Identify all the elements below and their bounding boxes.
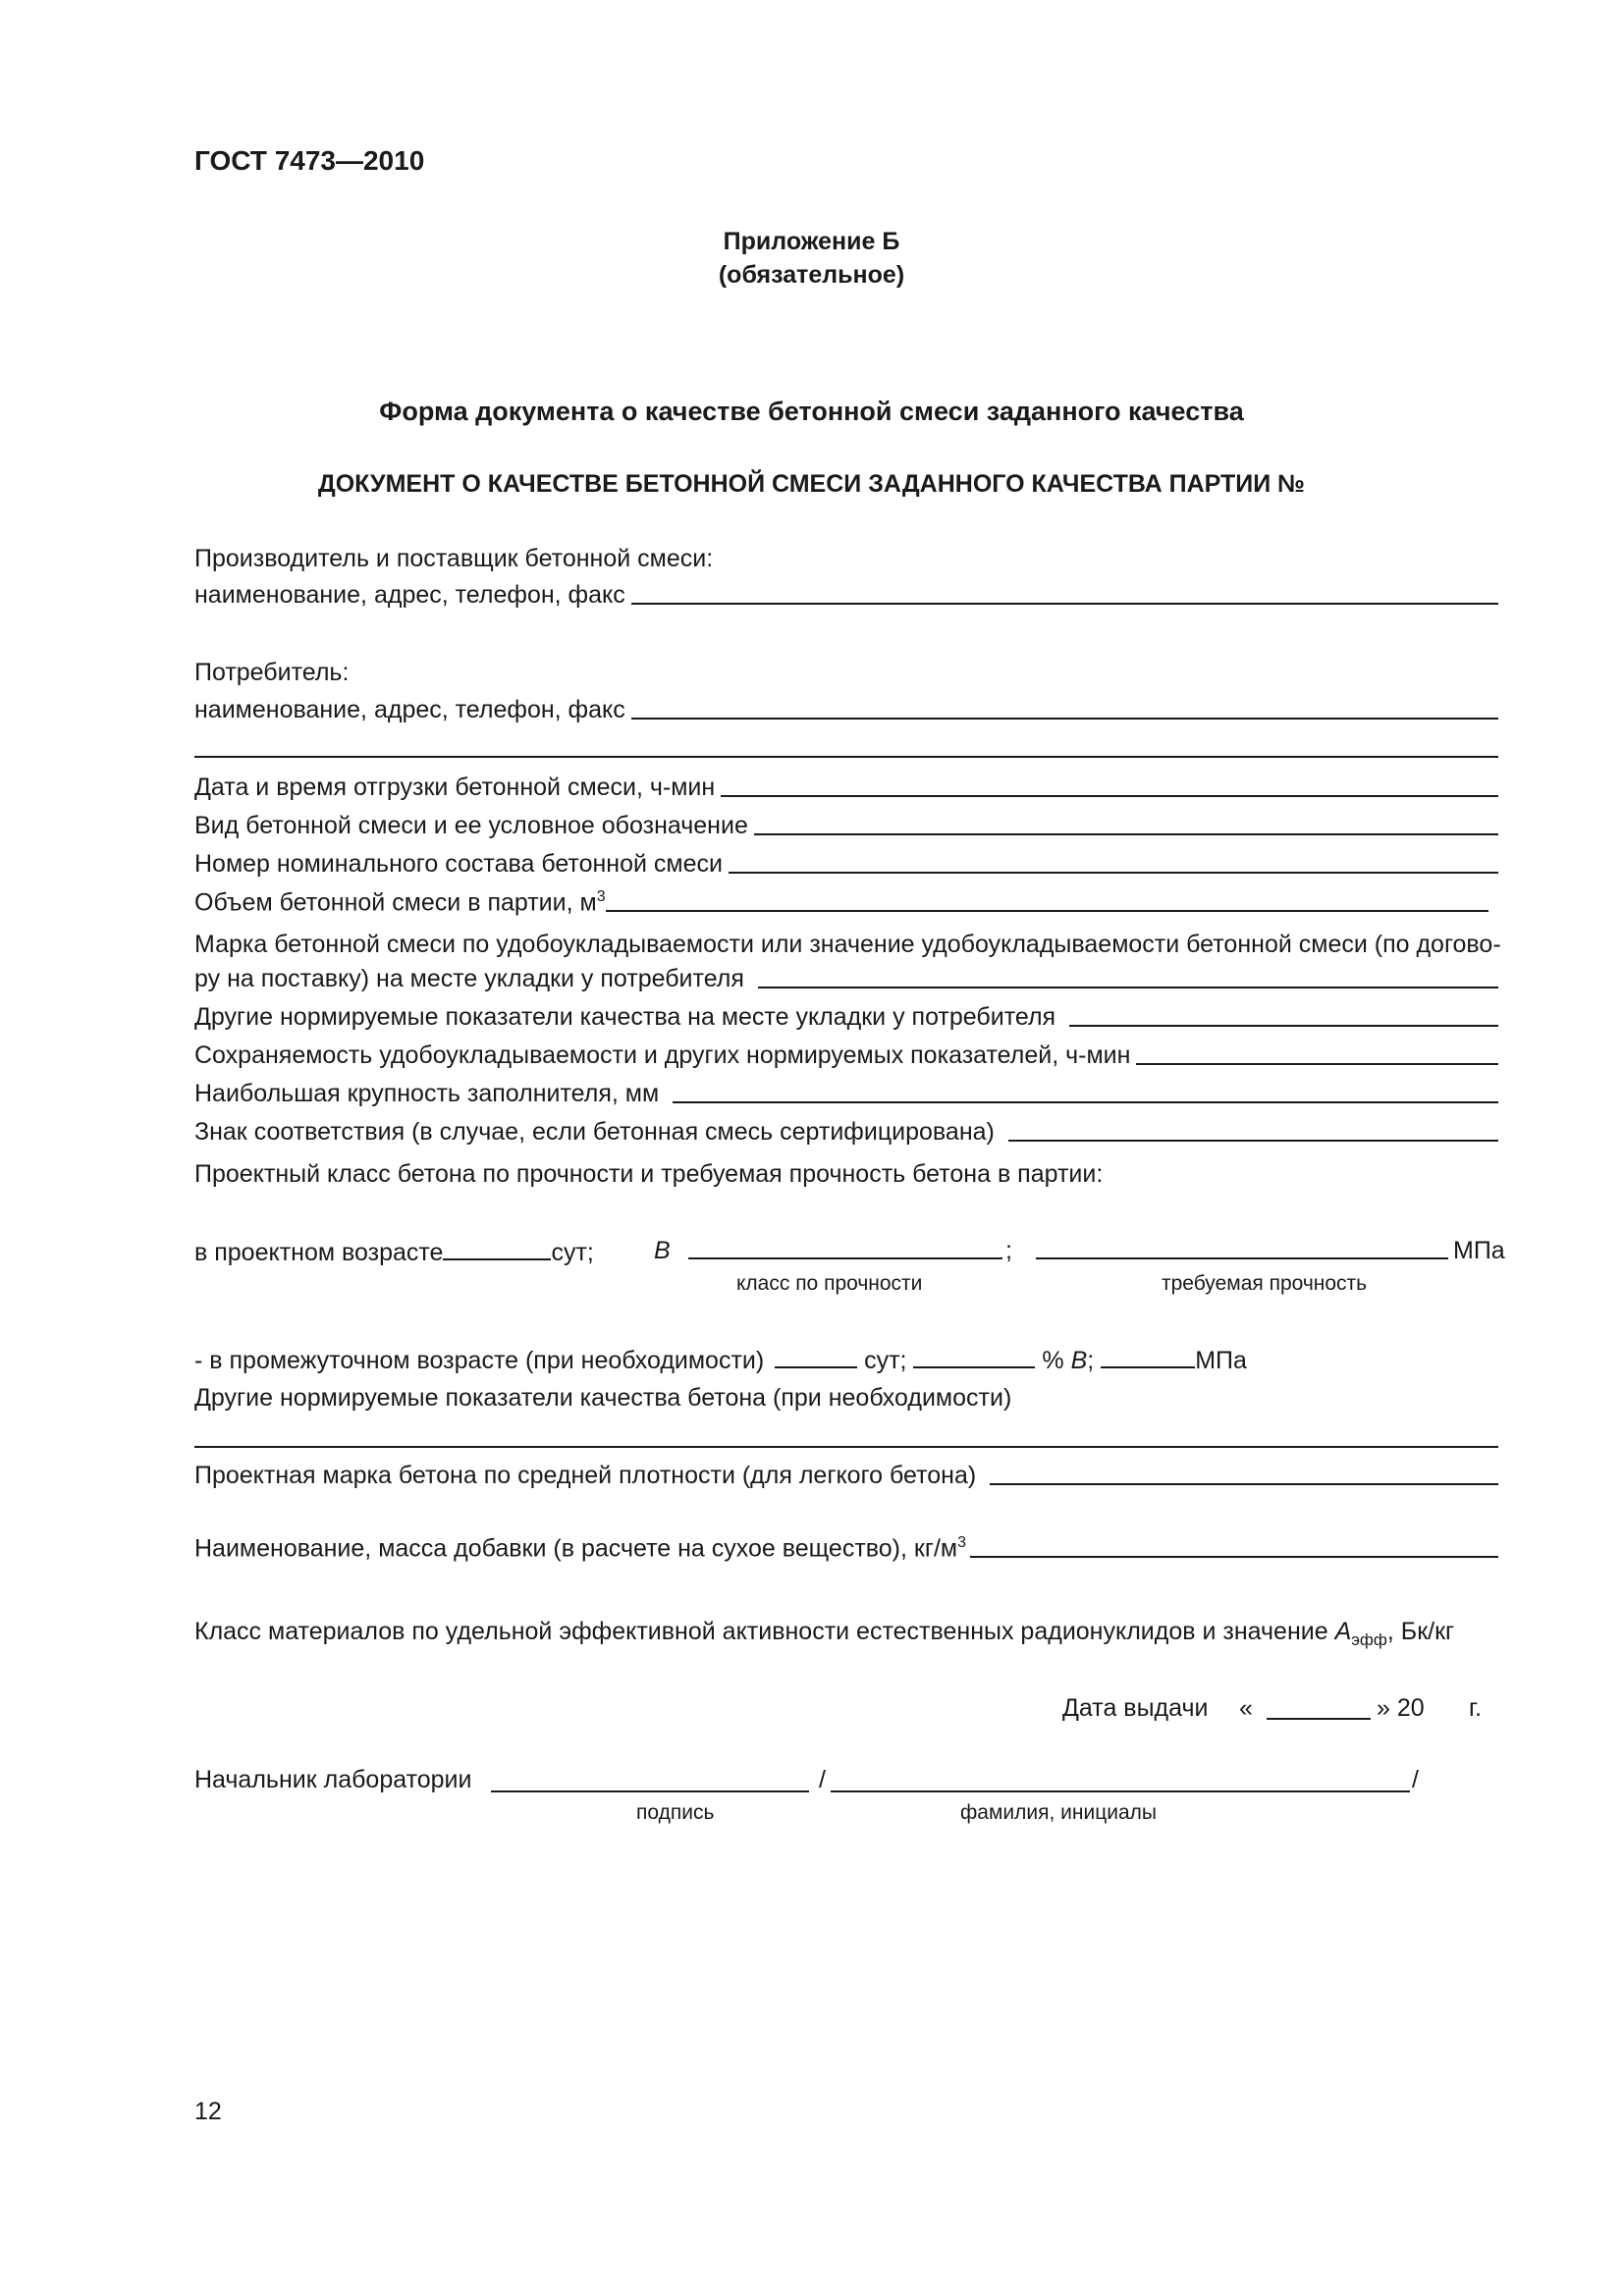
- design-age-label: в проектном возрасте: [194, 1239, 444, 1266]
- form-title: Форма документа о качестве бетонной смеси заданного качества: [379, 397, 1244, 426]
- other-indicators-input[interactable]: [1069, 1025, 1498, 1027]
- issue-date-close-quote: » 20: [1377, 1694, 1425, 1722]
- other-indicators-label: Другие нормируемые показатели качества на месте укладки у потребителя: [194, 1003, 1056, 1031]
- intermediate-percent-sign: %: [1042, 1347, 1064, 1374]
- additive-input[interactable]: [970, 1556, 1498, 1558]
- lab-head-slash-1: /: [819, 1766, 826, 1793]
- conformity-mark-input[interactable]: [1008, 1140, 1498, 1142]
- consumer-extra-input[interactable]: [194, 756, 1498, 758]
- consumer-details-label: наименование, адрес, телефон, факс: [194, 696, 625, 723]
- design-age-days-input[interactable]: [443, 1237, 551, 1260]
- issue-date-year-suffix: г.: [1469, 1694, 1483, 1722]
- design-class-input[interactable]: [688, 1257, 1002, 1259]
- consumer-input[interactable]: [631, 718, 1498, 720]
- composition-no-label: Номер номинального состава бетонной смеси: [194, 850, 723, 878]
- workability-label-1: Марка бетонной смеси по удобоукладываемости или значение удобоукладываемости бетонной смеси (по догово-: [194, 931, 1501, 958]
- doc-code: ГОСТ 7473—2010: [194, 145, 425, 176]
- producer-input[interactable]: [631, 603, 1498, 605]
- intermediate-unit: МПа: [1195, 1347, 1247, 1374]
- caption-required-strength: требуемая прочность: [1162, 1272, 1368, 1295]
- annex-status: (обязательное): [718, 261, 905, 289]
- workability-label-2: ру на поставку) на месте укладки у потребителя: [194, 965, 744, 992]
- design-age-row: [194, 1237, 594, 1267]
- mix-type-line: [194, 801, 1498, 840]
- retention-label: Сохраняемость удобоукладываемости и других нормируемых показателей, ч-мин: [194, 1041, 1131, 1069]
- intermediate-percent-input[interactable]: [913, 1345, 1035, 1368]
- retention-line: [194, 1031, 1498, 1070]
- other-concrete-label: Другие нормируемые показатели качества бетона (при необходимости): [194, 1384, 1012, 1412]
- issue-date-label: Дата выдачи: [1062, 1694, 1209, 1722]
- radionuclides-label: Класс материалов по удельной эффективной активности естественных радионуклидов и значение $A_{эфф}$, Бк/кг: [194, 1618, 1455, 1649]
- lab-head-name-input[interactable]: [831, 1790, 1410, 1792]
- intermediate-age-label: - в промежуточном возрасте (при необходимости): [194, 1347, 765, 1374]
- workability-input[interactable]: [758, 987, 1498, 988]
- intermediate-semicolon: ;: [1087, 1347, 1095, 1374]
- other-concrete-input[interactable]: [194, 1446, 1498, 1448]
- shipment-time-input[interactable]: [721, 795, 1498, 797]
- max-aggregate-label: Наибольшая крупность заполнителя, мм: [194, 1080, 660, 1107]
- caption-signature: подпись: [636, 1801, 715, 1824]
- consumer-heading: Потребитель:: [194, 659, 350, 686]
- design-class-symbol: B: [654, 1237, 671, 1264]
- other-indicators-line: [194, 992, 1498, 1032]
- additive-line: [194, 1523, 1498, 1563]
- issue-date-open-quote: «: [1239, 1694, 1253, 1722]
- design-unit: МПа: [1453, 1237, 1505, 1264]
- producer-heading: Производитель и поставщик бетонной смеси:: [194, 545, 714, 572]
- producer-line: [194, 570, 1498, 610]
- doc-title: ДОКУМЕНТ О КАЧЕСТВЕ БЕТОННОЙ СМЕСИ ЗАДАННОГО КАЧЕСТВА ПАРТИИ №: [317, 470, 1306, 498]
- design-age-days-unit: сут;: [551, 1239, 594, 1266]
- page-number: 12: [194, 2098, 222, 2125]
- density-grade-line: [194, 1451, 1498, 1490]
- composition-no-input[interactable]: [729, 872, 1498, 874]
- intermediate-class-symbol: B: [1070, 1347, 1088, 1374]
- intermediate-strength-input[interactable]: [1101, 1345, 1195, 1368]
- intermediate-age-row: [194, 1345, 1247, 1375]
- lab-head-signature-input[interactable]: [491, 1790, 809, 1792]
- volume-label: Объем бетонной смеси в партии, $м^3$: [194, 887, 606, 916]
- lab-head-label: Начальник лаборатории: [194, 1766, 472, 1793]
- design-required-strength-input[interactable]: [1036, 1257, 1448, 1259]
- lab-head-slash-2: /: [1412, 1766, 1419, 1793]
- issue-date-input[interactable]: [1267, 1718, 1371, 1720]
- density-grade-label: Проектная марка бетона по средней плотности (для легкого бетона): [194, 1462, 977, 1489]
- strength-heading: Проектный класс бетона по прочности и требуемая прочность бетона в партии:: [194, 1160, 1104, 1188]
- design-class-semicolon: ;: [1005, 1237, 1012, 1264]
- volume-input[interactable]: [606, 910, 1488, 912]
- intermediate-days-unit: сут;: [864, 1347, 907, 1374]
- max-aggregate-line: [194, 1069, 1498, 1108]
- caption-name: фамилия, инициалы: [960, 1801, 1157, 1824]
- shipment-time-line: [194, 763, 1498, 802]
- mix-type-label: Вид бетонной смеси и ее условное обозначение: [194, 812, 748, 839]
- caption-class: класс по прочности: [736, 1272, 923, 1295]
- consumer-line: [194, 685, 1498, 724]
- intermediate-days-input[interactable]: [775, 1345, 857, 1368]
- annex-title: Приложение Б: [723, 228, 900, 255]
- conformity-mark-label: Знак соответствия (в случае, если бетонная смесь сертифицирована): [194, 1118, 995, 1146]
- retention-input[interactable]: [1136, 1063, 1498, 1065]
- density-grade-input[interactable]: [990, 1483, 1498, 1485]
- volume-line: [194, 878, 1498, 917]
- workability-line: [194, 954, 1498, 993]
- composition-no-line: [194, 839, 1498, 879]
- mix-type-input[interactable]: [754, 833, 1498, 835]
- max-aggregate-input[interactable]: [673, 1101, 1498, 1103]
- additive-label: Наименование, масса добавки (в расчете на сухое вещество), $кг/м^3$: [194, 1533, 966, 1562]
- shipment-time-label: Дата и время отгрузки бетонной смеси, ч-мин: [194, 774, 716, 801]
- conformity-mark-line: [194, 1107, 1498, 1147]
- producer-details-label: наименование, адрес, телефон, факс: [194, 581, 625, 609]
